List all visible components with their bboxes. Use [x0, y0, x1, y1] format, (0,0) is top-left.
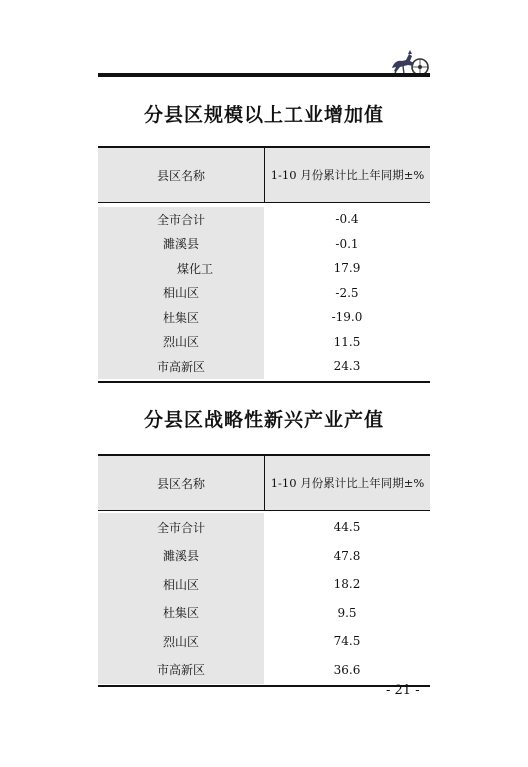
table-row — [98, 627, 430, 656]
district-name: 杜集区 — [98, 599, 264, 628]
district-name: 濉溪县 — [98, 542, 264, 571]
table-row — [98, 570, 430, 599]
table-row — [98, 232, 430, 257]
district-name: 烈山区 — [98, 330, 264, 355]
district-name: 相山区 — [98, 570, 264, 599]
header-rule — [98, 73, 430, 77]
horse-carriage-logo — [388, 48, 432, 76]
district-name: 煤化工 — [176, 261, 213, 276]
growth-value: -0.1 — [335, 236, 359, 251]
table-row — [98, 542, 430, 571]
table-row — [98, 281, 430, 306]
table2-title: 分县区战略性新兴产业产值 — [143, 409, 384, 431]
growth-value: 36.6 — [333, 662, 361, 677]
table-row — [98, 656, 430, 685]
growth-value: 74.5 — [333, 634, 361, 649]
table-row — [98, 513, 430, 542]
table-row — [98, 256, 430, 281]
table-row — [98, 330, 430, 355]
growth-value: 11.5 — [333, 334, 361, 349]
col-header-district: 县区名称 — [98, 456, 265, 510]
district-name: 全市合计 — [98, 207, 264, 232]
growth-value: 44.5 — [333, 520, 361, 535]
table-row — [98, 207, 430, 232]
growth-value: 9.5 — [337, 605, 357, 620]
district-name: 杜集区 — [98, 305, 264, 330]
emerging-industry-output-table — [98, 454, 430, 687]
table-header — [98, 146, 430, 203]
district-name: 濉溪县 — [98, 232, 264, 257]
district-name: 烈山区 — [98, 627, 264, 656]
district-name: 市高新区 — [98, 656, 264, 685]
growth-value: 17.9 — [333, 261, 361, 276]
industrial-value-added-table — [98, 146, 430, 383]
col-header-district: 县区名称 — [98, 148, 265, 202]
table-row — [98, 305, 430, 330]
page-number: - 21 - — [386, 683, 420, 698]
growth-value: 18.2 — [333, 577, 361, 592]
table1-title: 分县区规模以上工业增加值 — [143, 104, 384, 126]
district-name: 市高新区 — [98, 354, 264, 379]
growth-value: -19.0 — [331, 310, 363, 325]
growth-value: 24.3 — [333, 359, 361, 374]
growth-value: 47.8 — [333, 548, 361, 563]
table-header — [98, 454, 430, 511]
growth-value: -0.4 — [335, 212, 359, 227]
district-name: 相山区 — [98, 281, 264, 306]
table-row — [98, 599, 430, 628]
growth-value: -2.5 — [335, 285, 359, 300]
col-header-growth: 1-10 月份累计比上年同期±% — [270, 476, 425, 490]
district-name: 全市合计 — [98, 513, 264, 542]
col-header-growth: 1-10 月份累计比上年同期±% — [270, 168, 425, 182]
table-row — [98, 354, 430, 379]
